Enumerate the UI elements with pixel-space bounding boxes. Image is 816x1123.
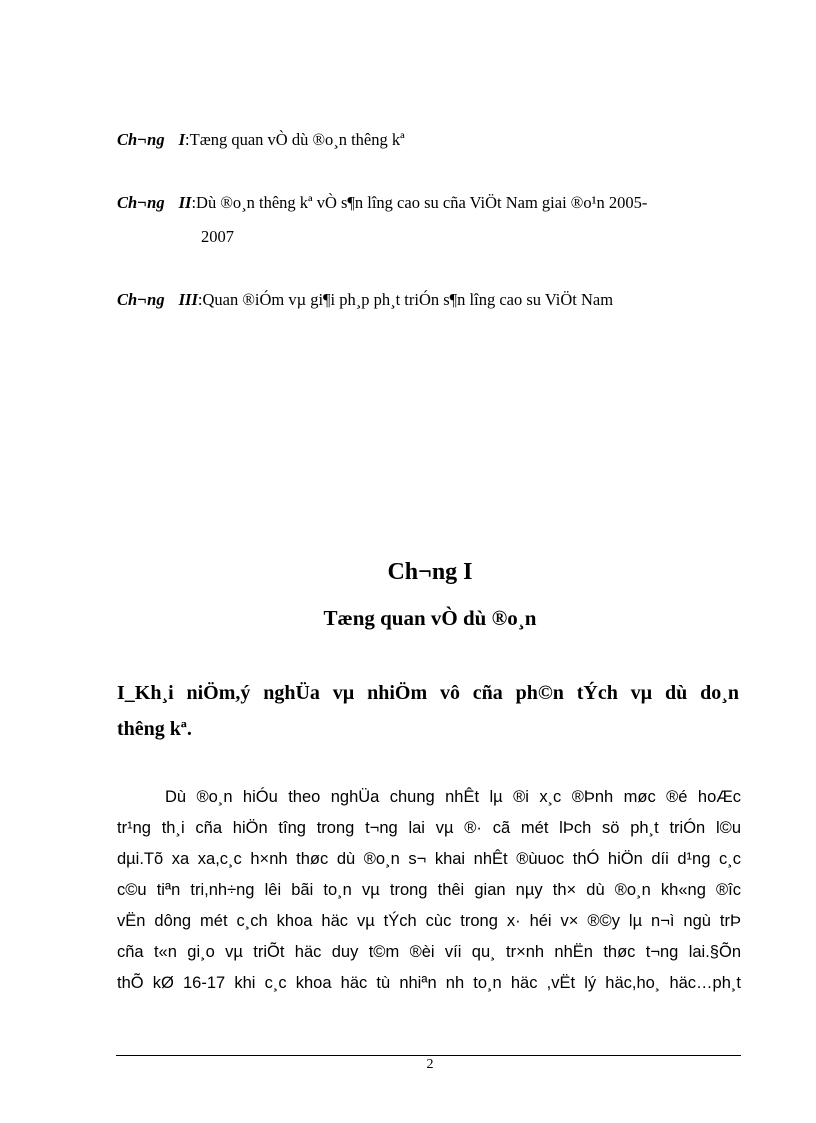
toc-item-label: Ch¬ng — [117, 130, 165, 149]
toc-item-3 — [117, 290, 613, 310]
toc-item-label: Ch¬ng — [117, 290, 165, 309]
paragraph-line: tr¹ng th¸i cña hiÖn tîng trong t¬ng lai vµ ®· cã mét lÞch sö ph¸t triÓn l©u — [117, 819, 741, 837]
toc-item-roman: I — [178, 130, 186, 149]
body-paragraph — [117, 782, 741, 999]
paragraph-line: dµi.Tõ xa xa,c¸c h×nh thøc dù ®o¸n s¬ khai nhÊt ®ùuoc thÓ hiÖn díi d¹ng c¸c — [117, 850, 741, 868]
toc-item-text: :Tæng quan vÒ dù ®o¸n thêng kª — [185, 130, 405, 149]
toc-item-text: :Quan ®iÓm vµ gi¶i ph¸p ph¸t triÓn s¶n lîng cao su ViÖt Nam — [197, 290, 614, 309]
section-heading-line-2: thêng kª. — [117, 718, 192, 740]
toc-item-2-continuation: 2007 — [201, 227, 234, 246]
paragraph-line: c©u tiªn tri,nh÷ng lêi bãi to¸n vµ trong thêi gian nµy th× dù ®o¸n kh«ng ®îc — [117, 881, 741, 899]
page-number: 2 — [426, 1057, 434, 1072]
paragraph-line: cña t«n gi¸o vµ triÕt häc duy t©m ®èi víi qu¸ tr×nh nhËn thøc t¬ng lai.§Õn — [117, 943, 741, 961]
toc-item-roman: II — [178, 193, 192, 212]
toc-item-roman: III — [178, 290, 198, 309]
paragraph-line: thÕ kØ 16-17 khi c¸c khoa häc tù nhiªn nh to¸n häc ,vËt lý häc,ho¸ häc…ph¸t — [117, 974, 741, 992]
paragraph-line: vËn dông mét c¸ch khoa häc vµ tÝch cùc trong x· héi v× ®©y lµ n¬ì ngù trÞ — [117, 912, 741, 930]
footer-rule — [116, 1055, 741, 1056]
paragraph-line: Dù ®o¸n hiÓu theo nghÜa chung nhÊt lµ ®i x¸c ®Þnh møc ®é hoÆc — [165, 788, 741, 806]
chapter-title: Ch¬ng I — [387, 559, 473, 585]
toc-item-2 — [117, 193, 647, 213]
toc-item-label: Ch¬ng — [117, 193, 165, 212]
chapter-subtitle: Tæng quan vÒ dù ®o¸n — [323, 606, 537, 630]
section-heading-line-1: I_Kh¸i niÖm,ý nghÜa vµ nhiÖm vô cña ph©n tÝch vµ dù do¸n — [117, 682, 739, 704]
section-heading — [117, 675, 739, 747]
toc-item-text: :Dù ®o¸n thêng kª vÒ s¶n lîng cao su cña ViÖt Nam giai ®o¹n 2005- — [191, 193, 648, 212]
toc-item-1 — [117, 130, 405, 150]
